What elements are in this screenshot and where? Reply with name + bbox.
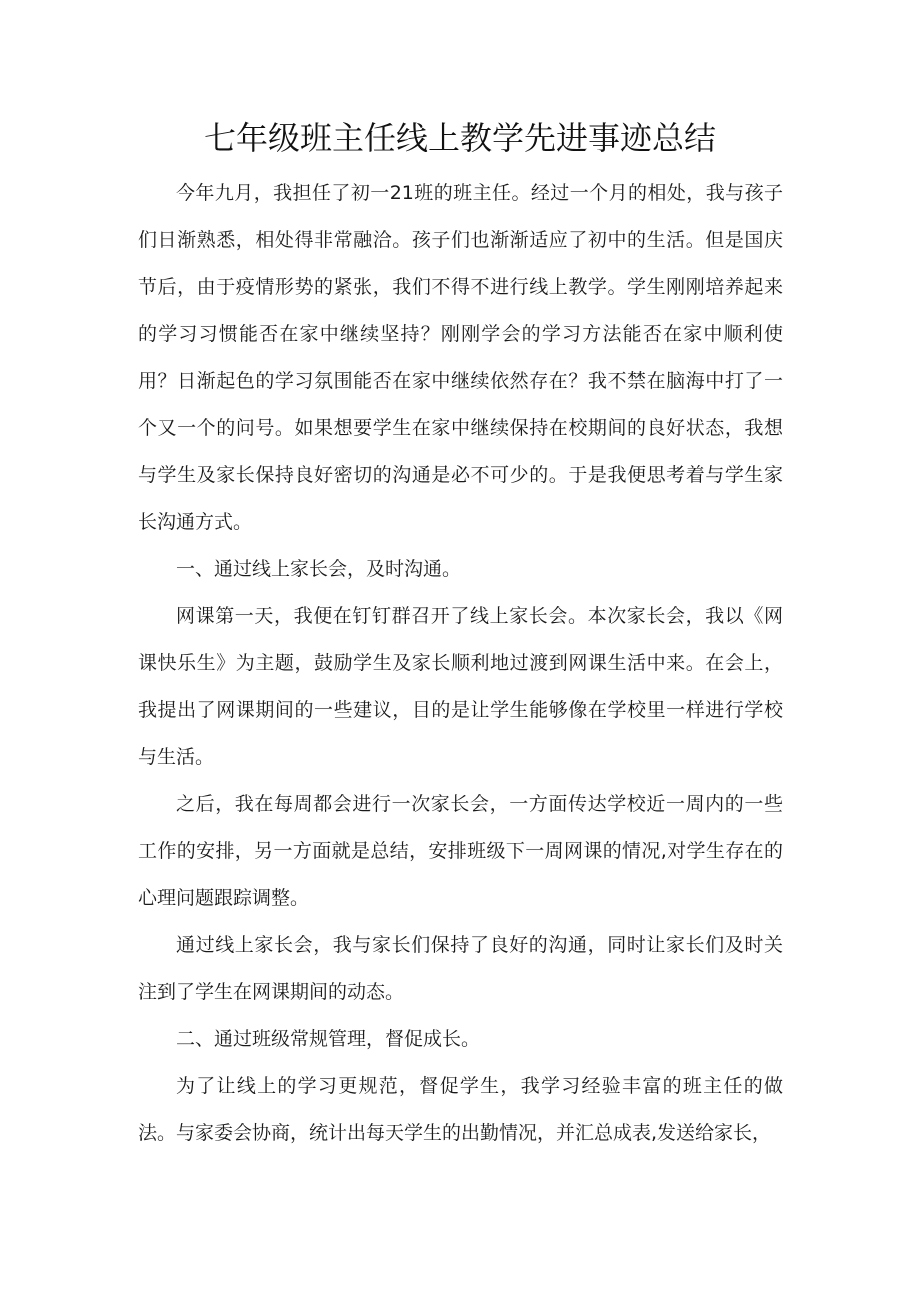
paragraph: 为了让线上的学习更规范，督促学生，我学习经验丰富的班主任的做法。与家委会协商，统计出每天学生的出勤情况，并汇总成表,发送给家长， xyxy=(138,1075,783,1144)
paragraph: 网课第一天，我便在钉钉群召开了线上家长会。本次家长会，我以《网课快乐生》为主题，鼓励学生及家长顺利地过渡到网课生活中来。在会上，我提出了网课期间的一些建议，目的是让学生能够像在学校里一样进行学校与生活。 xyxy=(138,605,783,768)
section-heading: 一、通过线上家长会，及时沟通。 xyxy=(176,558,462,580)
paragraph: 今年九月，我担任了初一21班的班主任。经过一个月的相处，我与孩子们日渐熟悉，相处得非常融洽。孩子们也渐渐适应了初中的生活。但是国庆节后，由于疫情形势的紧张，我们不得不进行线上教学。学生刚刚培养起来的学习习惯能否在家中继续坚持？刚刚学会的学习方法能否在家中顺利使用？日渐起色的学习氛围能否在家中继续依然存在？我不禁在脑海中打了一个又一个的问号。如果想要学生在家中继续保持在校期间的良好状态，我想与学生及家长保持良好密切的沟通是必不可少的。于是我便思考着与学生家长沟通方式。 xyxy=(138,182,783,533)
section-heading: 二、通过班级常规管理，督促成长。 xyxy=(176,1028,481,1050)
document-body xyxy=(138,170,783,1157)
paragraph: 通过线上家长会，我与家长们保持了良好的沟通，同时让家长们及时关注到了学生在网课期间的动态。 xyxy=(138,934,783,1003)
document-title: 七年级班主任线上教学先进事迹总结 xyxy=(203,119,716,157)
paragraph: 之后，我在每周都会进行一次家长会，一方面传达学校近一周内的一些工作的安排，另一方面就是总结，安排班级下一周网课的情况,对学生存在的心理问题跟踪调整。 xyxy=(138,793,783,909)
